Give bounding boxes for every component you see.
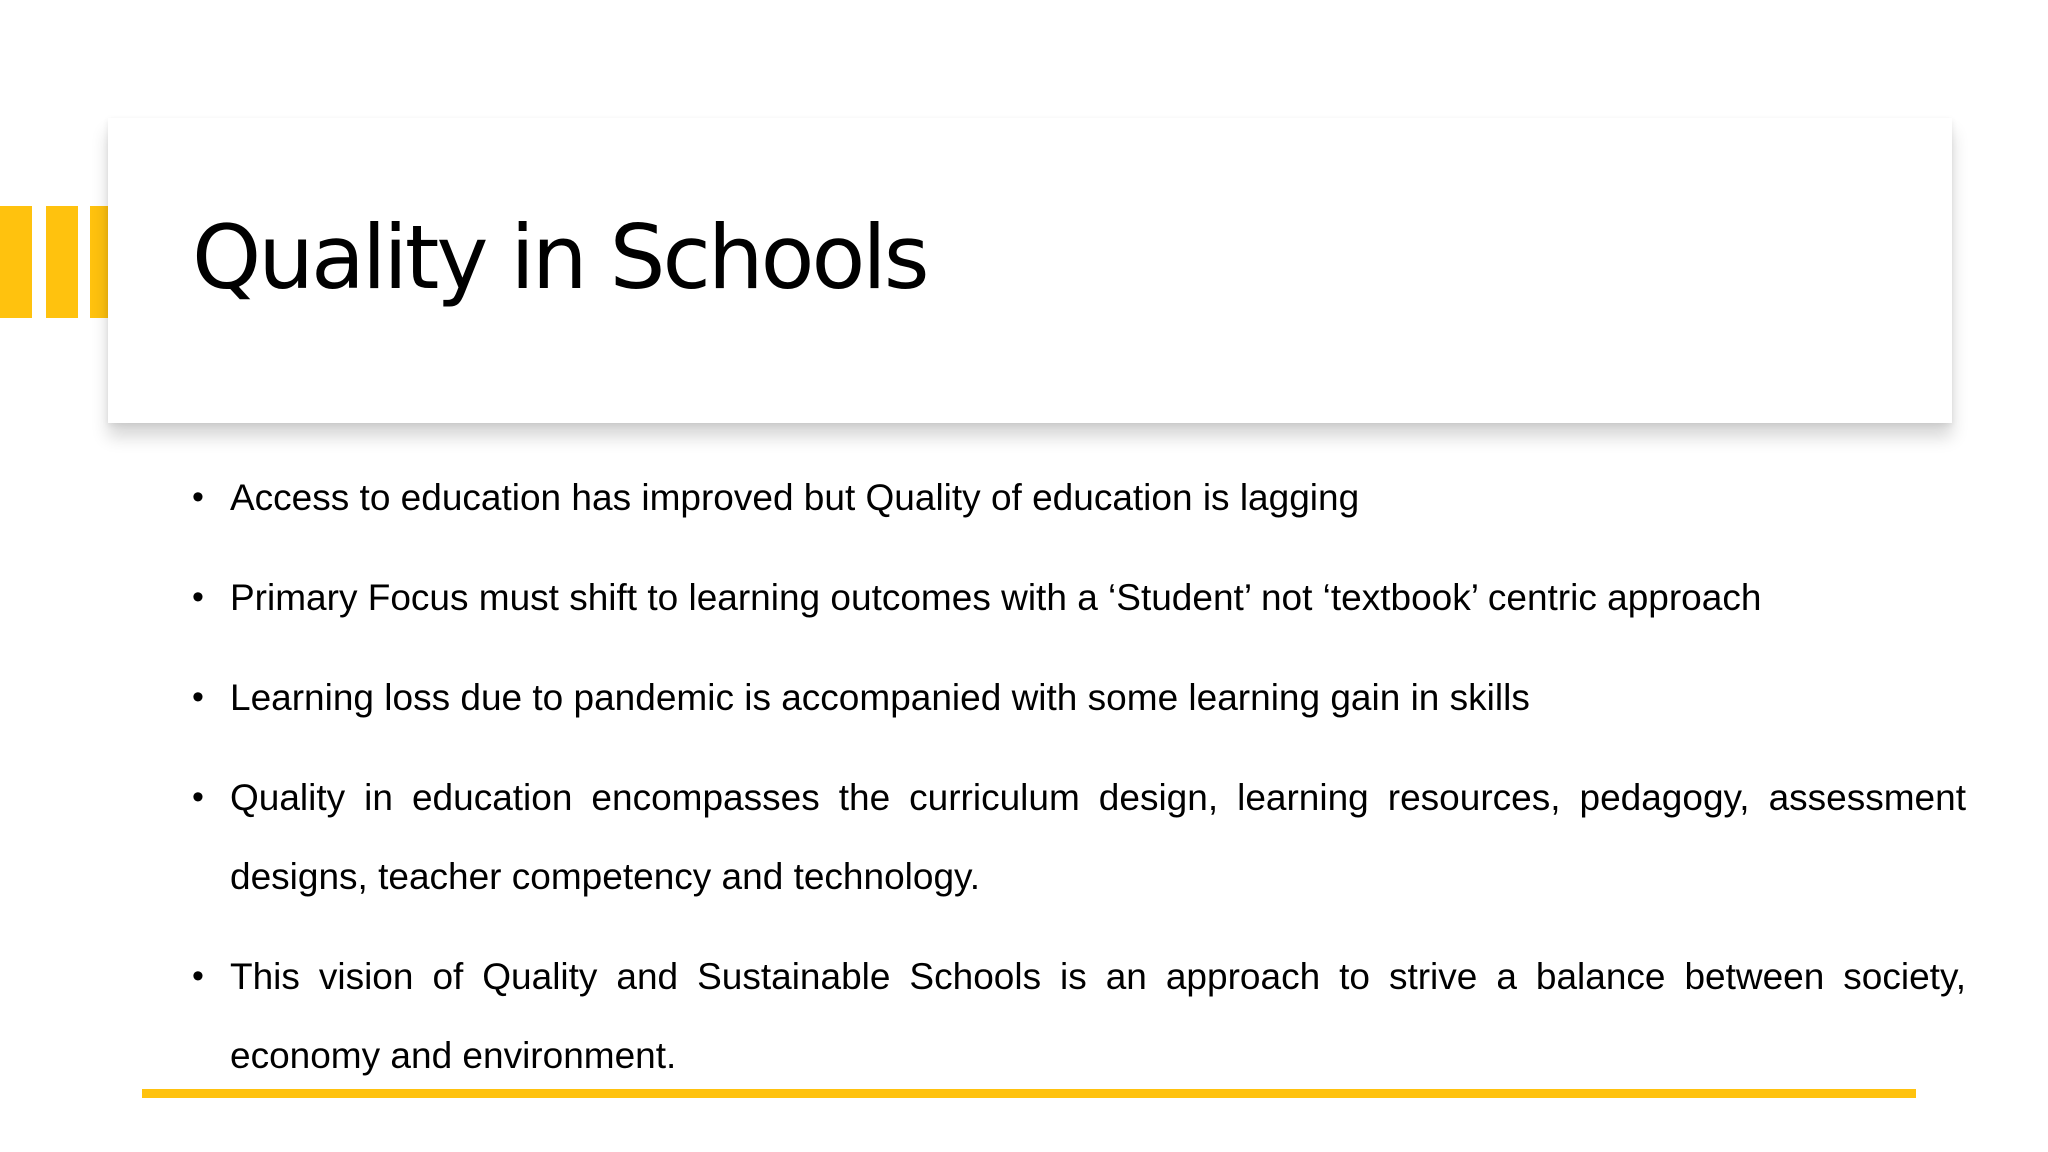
title-card	[108, 118, 1952, 423]
bullet-icon: •	[192, 778, 204, 816]
accent-bar	[46, 206, 78, 318]
bullet-text: Access to education has improved but Quality of education is lagging	[230, 477, 1360, 518]
list-item	[192, 658, 1966, 737]
accent-bar	[90, 206, 108, 318]
bullet-text: Quality in education encompasses the curriculum design, learning resources, pedagogy, assessment designs, teacher competency and technology.	[230, 777, 1966, 897]
bullet-icon: •	[192, 478, 204, 516]
list-item	[192, 758, 1966, 916]
bullet-icon: •	[192, 957, 204, 995]
bullet-icon: •	[192, 578, 204, 616]
slide-title: Quality in Schools	[192, 206, 927, 309]
bullet-text: Primary Focus must shift to learning outcomes with a ‘Student’ not ‘textbook’ centric approach	[230, 577, 1762, 618]
bullet-text: Learning loss due to pandemic is accompanied with some learning gain in skills	[230, 677, 1530, 718]
list-item	[192, 558, 1966, 637]
bottom-divider	[142, 1089, 1916, 1098]
list-item	[192, 937, 1966, 1095]
list-item	[192, 458, 1966, 537]
bullet-text: This vision of Quality and Sustainable Schools is an approach to strive a balance between society, economy and environment.	[230, 956, 1966, 1076]
bullet-icon: •	[192, 678, 204, 716]
bullet-list	[192, 458, 1966, 1116]
accent-bar	[0, 206, 32, 318]
